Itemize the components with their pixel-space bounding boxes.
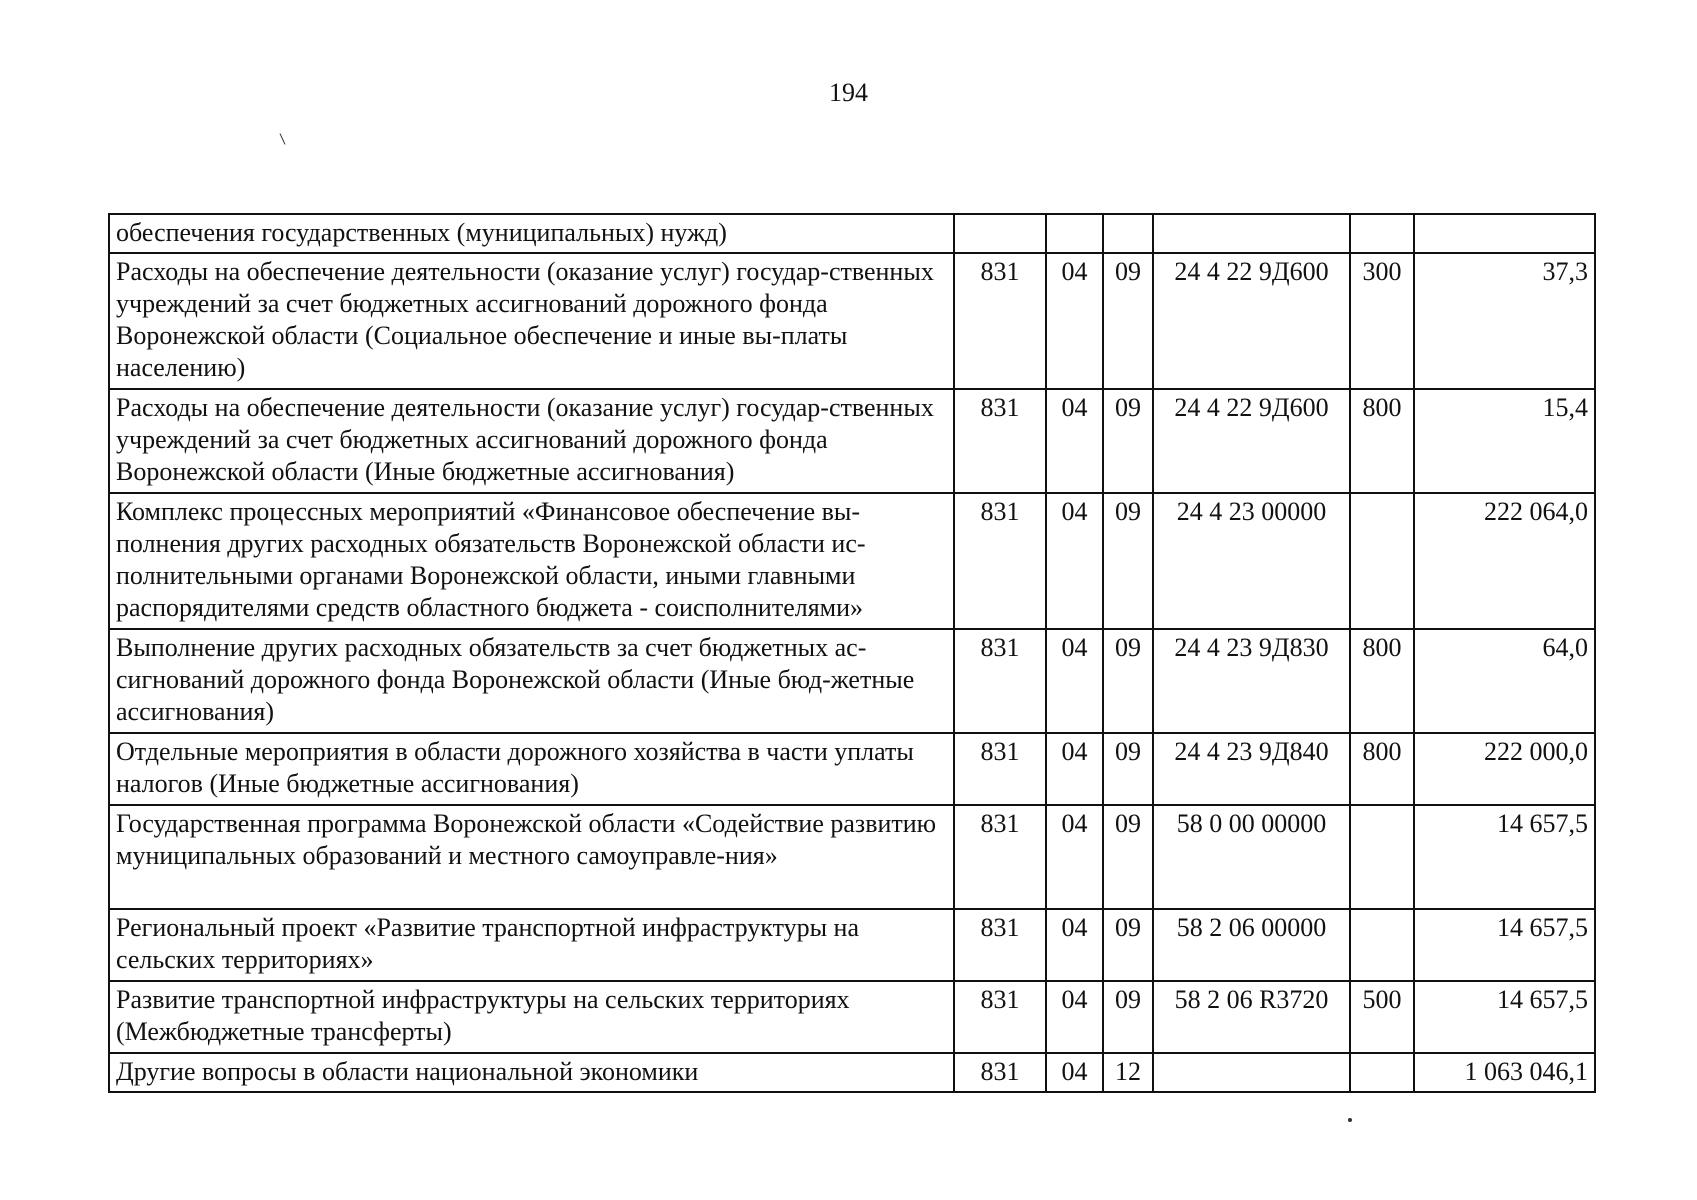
row-name: Региональный проект «Развитие транспортной инфраструктуры на сельских территориях»: [109, 909, 954, 981]
row-rz: 04: [1046, 909, 1103, 981]
table-row: [109, 981, 1595, 1053]
row-csr: 24 4 23 00000: [1153, 493, 1350, 629]
row-rz: 04: [1046, 253, 1103, 389]
row-sum: 222 064,0: [1414, 493, 1595, 629]
scan-artifact-dot: [1348, 1118, 1352, 1122]
row-csr: 24 4 23 9Д830: [1153, 629, 1350, 733]
row-rz: 04: [1046, 733, 1103, 805]
page-number: 194: [829, 78, 868, 107]
row-grbs: 831: [954, 389, 1046, 493]
row-csr: 58 0 00 00000: [1153, 805, 1350, 909]
row-grbs: 831: [954, 909, 1046, 981]
row-vr: [1350, 1053, 1414, 1092]
row-name: Другие вопросы в области национальной экономики: [109, 1053, 954, 1092]
row-csr: [1153, 214, 1350, 253]
row-pr: 09: [1103, 805, 1153, 909]
scan-artifact-mark: [280, 133, 286, 144]
row-name: Расходы на обеспечение деятельности (оказание услуг) государ-ственных учреждений за счет бюджетных ассигнований дорожного фонда Воронежской области (Социальное обеспечение и иные вы-платы населению): [109, 253, 954, 389]
row-pr: 09: [1103, 733, 1153, 805]
row-vr: 300: [1350, 253, 1414, 389]
row-csr: [1153, 1053, 1350, 1092]
row-vr: [1350, 805, 1414, 909]
row-rz: 04: [1046, 1053, 1103, 1092]
row-csr: 24 4 22 9Д600: [1153, 389, 1350, 493]
budget-table: [108, 213, 1596, 1093]
row-pr: 12: [1103, 1053, 1153, 1092]
row-grbs: 831: [954, 1053, 1046, 1092]
row-vr: 800: [1350, 733, 1414, 805]
row-grbs: 831: [954, 805, 1046, 909]
row-sum: 14 657,5: [1414, 909, 1595, 981]
row-sum: 15,4: [1414, 389, 1595, 493]
table-row: [109, 214, 1595, 253]
table-row: [109, 1053, 1595, 1092]
row-name: Развитие транспортной инфраструктуры на сельских территориях (Межбюджетные трансферты): [109, 981, 954, 1053]
row-rz: 04: [1046, 493, 1103, 629]
row-pr: 09: [1103, 909, 1153, 981]
table-row: [109, 253, 1595, 389]
row-rz: 04: [1046, 981, 1103, 1053]
row-name: Государственная программа Воронежской области «Содействие развитию муниципальных образований и местного самоуправле-ния»: [109, 805, 954, 909]
row-vr: 800: [1350, 389, 1414, 493]
row-pr: [1103, 214, 1153, 253]
row-pr: 09: [1103, 493, 1153, 629]
row-rz: 04: [1046, 389, 1103, 493]
row-name: Расходы на обеспечение деятельности (оказание услуг) государ-ственных учреждений за счет бюджетных ассигнований дорожного фонда Воронежской области (Иные бюджетные ассигнования): [109, 389, 954, 493]
row-name: Комплекс процессных мероприятий «Финансовое обеспечение вы-полнения других расходных обязательств Воронежской области ис-полнительными органами Воронежской области, иными главными распорядителями средств областного бюджета - соисполнителями»: [109, 493, 954, 629]
row-grbs: 831: [954, 981, 1046, 1053]
row-sum: 1 063 046,1: [1414, 1053, 1595, 1092]
row-pr: 09: [1103, 629, 1153, 733]
row-csr: 24 4 23 9Д840: [1153, 733, 1350, 805]
row-pr: 09: [1103, 389, 1153, 493]
row-grbs: 831: [954, 253, 1046, 389]
table-row: [109, 493, 1595, 629]
row-csr: 24 4 22 9Д600: [1153, 253, 1350, 389]
row-name: Выполнение других расходных обязательств за счет бюджетных ас-сигнований дорожного фонда Воронежской области (Иные бюд-жетные ассигнования): [109, 629, 954, 733]
table-row: [109, 389, 1595, 493]
row-pr: 09: [1103, 981, 1153, 1053]
row-vr: [1350, 909, 1414, 981]
row-rz: 04: [1046, 629, 1103, 733]
row-name: обеспечения государственных (муниципальных) нужд): [109, 214, 954, 253]
row-rz: 04: [1046, 805, 1103, 909]
row-sum: 222 000,0: [1414, 733, 1595, 805]
row-csr: 58 2 06 00000: [1153, 909, 1350, 981]
row-sum: 14 657,5: [1414, 981, 1595, 1053]
row-sum: 14 657,5: [1414, 805, 1595, 909]
row-vr: 800: [1350, 629, 1414, 733]
row-grbs: 831: [954, 629, 1046, 733]
row-sum: 37,3: [1414, 253, 1595, 389]
table-row: [109, 805, 1595, 909]
row-grbs: 831: [954, 493, 1046, 629]
row-vr: [1350, 214, 1414, 253]
row-csr: 58 2 06 R3720: [1153, 981, 1350, 1053]
table-row: [109, 733, 1595, 805]
row-vr: 500: [1350, 981, 1414, 1053]
row-sum: [1414, 214, 1595, 253]
row-pr: 09: [1103, 253, 1153, 389]
row-sum: 64,0: [1414, 629, 1595, 733]
row-grbs: 831: [954, 733, 1046, 805]
row-name: Отдельные мероприятия в области дорожного хозяйства в части уплаты налогов (Иные бюджетные ассигнования): [109, 733, 954, 805]
row-vr: [1350, 493, 1414, 629]
row-rz: [1046, 214, 1103, 253]
table-row: [109, 629, 1595, 733]
table-row: [109, 909, 1595, 981]
row-grbs: [954, 214, 1046, 253]
